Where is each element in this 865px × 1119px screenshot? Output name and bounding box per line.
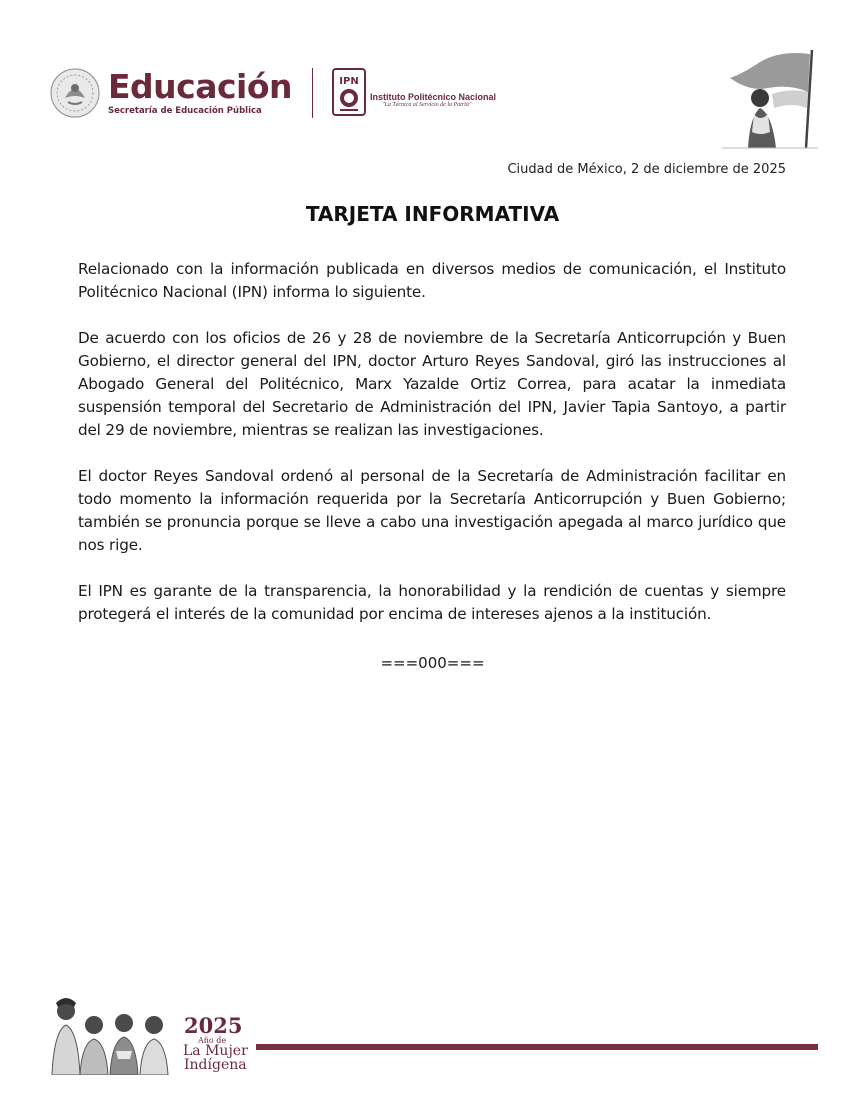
ipn-logo [332, 68, 496, 116]
header-divider [312, 68, 313, 118]
footer-la-mujer: La Mujer [183, 1043, 248, 1059]
sep-logo [50, 68, 292, 118]
document-title: TARJETA INFORMATIVA [305, 202, 560, 226]
footer-indigena: Indígena [184, 1057, 247, 1073]
paragraph-3: El doctor Reyes Sandoval ordenó al personal de la Secretaría de Administración facilitar en todo momento la información requerida por la Secretaría Anticorrupción y Buen Gobierno; también se pronuncia porque se lleve a cabo una investigación apegada al marco jurídico que nos rige. [78, 467, 786, 554]
date-line: Ciudad de México, 2 de diciembre de 2025 [507, 162, 786, 177]
national-seal-icon [50, 68, 100, 118]
paragraph-1: Relacionado con la información publicada en diversos medios de comunicación, el Instituto Politécnico Nacional (IPN) informa lo siguiente. [78, 260, 786, 301]
footer-ano-de: Año de [198, 1036, 227, 1045]
woman-with-flag-illustration [720, 48, 820, 150]
ipn-name: Instituto Politécnico Nacional [370, 92, 497, 102]
ipn-emblem-icon [332, 68, 366, 116]
sep-title: Educación [108, 67, 293, 106]
sep-subtitle: Secretaría de Educación Pública [108, 106, 262, 116]
footer-rule [256, 1044, 818, 1050]
indigenous-women-illustration [48, 995, 180, 1075]
document-body [78, 258, 786, 649]
closing-mark: ===000=== [380, 654, 485, 672]
paragraph-4: El IPN es garante de la transparencia, la honorabilidad y la rendición de cuentas y siempre protegerá el interés de la comunidad por encima de intereses ajenos a la institución. [78, 582, 786, 623]
paragraph-2: De acuerdo con los oficios de 26 y 28 de noviembre de la Secretaría Anticorrupción y Buen Gobierno, el director general del IPN, doctor Arturo Reyes Sandoval, giró las instrucciones al Abogado General del Politécnico, Marx Yazalde Ortiz Correa, para acatar la inmediata suspensión temporal del Secretario de Administración del IPN, Javier Tapia Santoyo, a partir del 29 de noviembre, mientras se realizan las investigaciones. [78, 329, 786, 439]
ipn-slogan: "La Técnica al Servicio de la Patria" [382, 102, 472, 108]
footer-year: 2025 [184, 1013, 243, 1038]
svg-text:IPN: IPN [339, 76, 359, 87]
